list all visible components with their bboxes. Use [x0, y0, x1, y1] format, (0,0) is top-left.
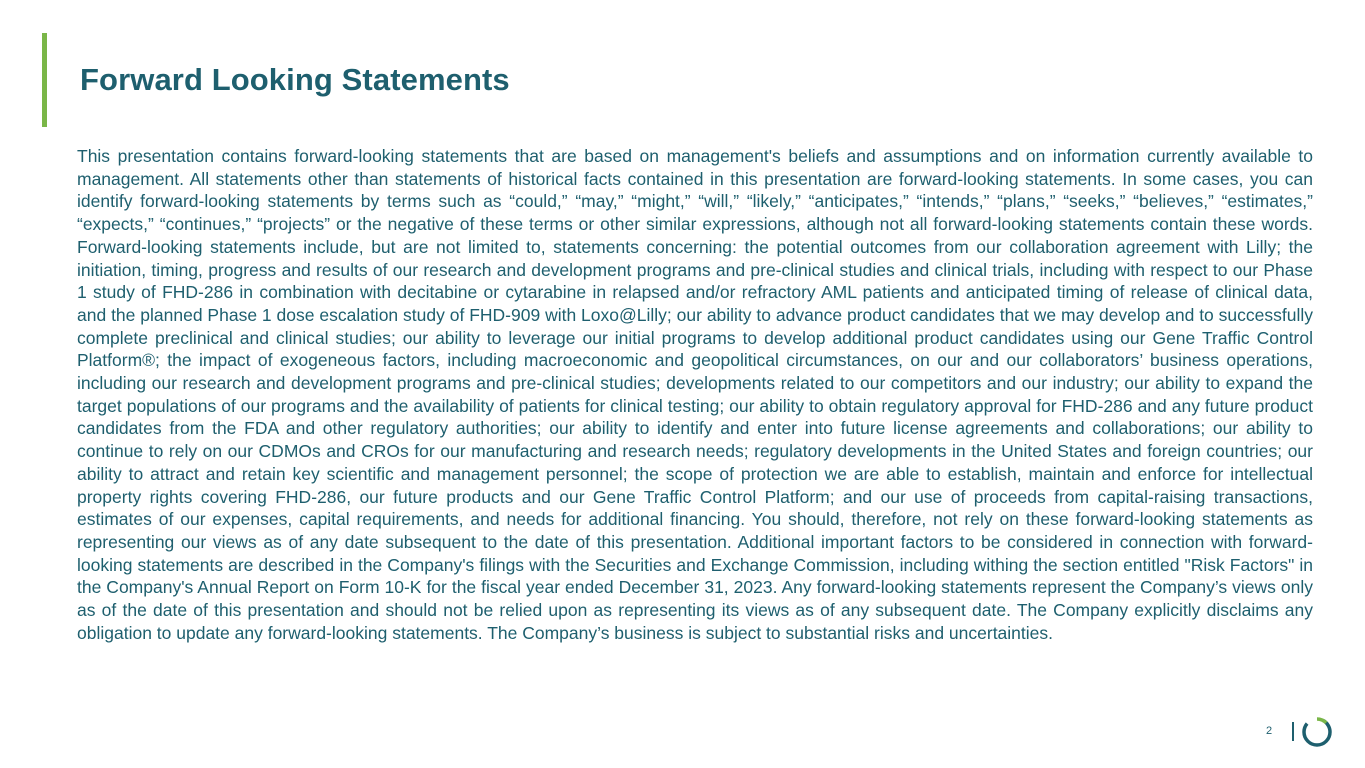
footer-divider: [1292, 722, 1294, 741]
circular-ring-logo-icon: [1300, 715, 1334, 749]
title-accent-bar: [42, 33, 47, 127]
slide-title: Forward Looking Statements: [80, 62, 510, 97]
page-number: 2: [1266, 725, 1273, 737]
forward-looking-statement-body: This presentation contains forward-looking statements that are based on management's beliefs and assumptions and on information currently available to management. All statements other than statements of historical facts contained in this presentation are forward-looking statements. In some cases, you can identify forward-looking statements by terms such as “could,” “may,” “might,” “will,” “likely,” “anticipates,” “intends,” “plans,” “seeks,” “believes,” “estimates,” “expects,” “continues,” “projects” or the negative of these terms or other similar expressions, although not all forward-looking statements contain these words. Forward-looking statements include, but are not limited to, statements concerning: the potential outcomes from our collaboration agreement with Lilly; the initiation, timing, progress and results of our research and development programs and pre-clinical studies and clinical trials, including with respect to our Phase 1 study of FHD-286 in combination with decitabine or cytarabine in relapsed and/or refractory AML patients and anticipated timing of release of clinical data, and the planned Phase 1 dose escalation study of FHD-909 with Loxo@Lilly; our ability to advance product candidates that we may develop and to successfully complete preclinical and clinical studies; our ability to leverage our initial programs to develop additional product candidates using our Gene Traffic Control Platform®; the impact of exogeneous factors, including macroeconomic and geopolitical circumstances, on our and our collaborators’ business operations, including our research and development programs and pre-clinical studies; developments related to our competitors and our industry; our ability to expand the target populations of our programs and the availability of patients for clinical testing; our ability to obtain regulatory approval for FHD-286 and any future product candidates from the FDA and other regulatory authorities; our ability to identify and enter into future license agreements and collaborations; our ability to continue to rely on our CDMOs and CROs for our manufacturing and research needs; regulatory developments in the United States and foreign countries; our ability to attract and retain key scientific and management personnel; the scope of protection we are able to establish, maintain and enforce for intellectual property rights covering FHD-286, our future products and our Gene Traffic Control Platform; and our use of proceeds from capital-raising transactions, estimates of our expenses, capital requirements, and needs for additional financing. You should, therefore, not rely on these forward-looking statements as representing our views as of any date subsequent to the date of this presentation. Additional important factors to be considered in connection with forward-looking statements are described in the Company's filings with the Securities and Exchange Commission, including withing the section entitled "Risk Factors" in the Company's Annual Report on Form 10-K for the fiscal year ended December 31, 2023. Any forward-looking statements represent the Company’s views only as of the date of this presentation and should not be relied upon as representing its views as of any subsequent date. The Company explicitly disclaims any obligation to update any forward-looking statements. The Company’s business is subject to substantial risks and uncertainties.: [77, 146, 1313, 643]
